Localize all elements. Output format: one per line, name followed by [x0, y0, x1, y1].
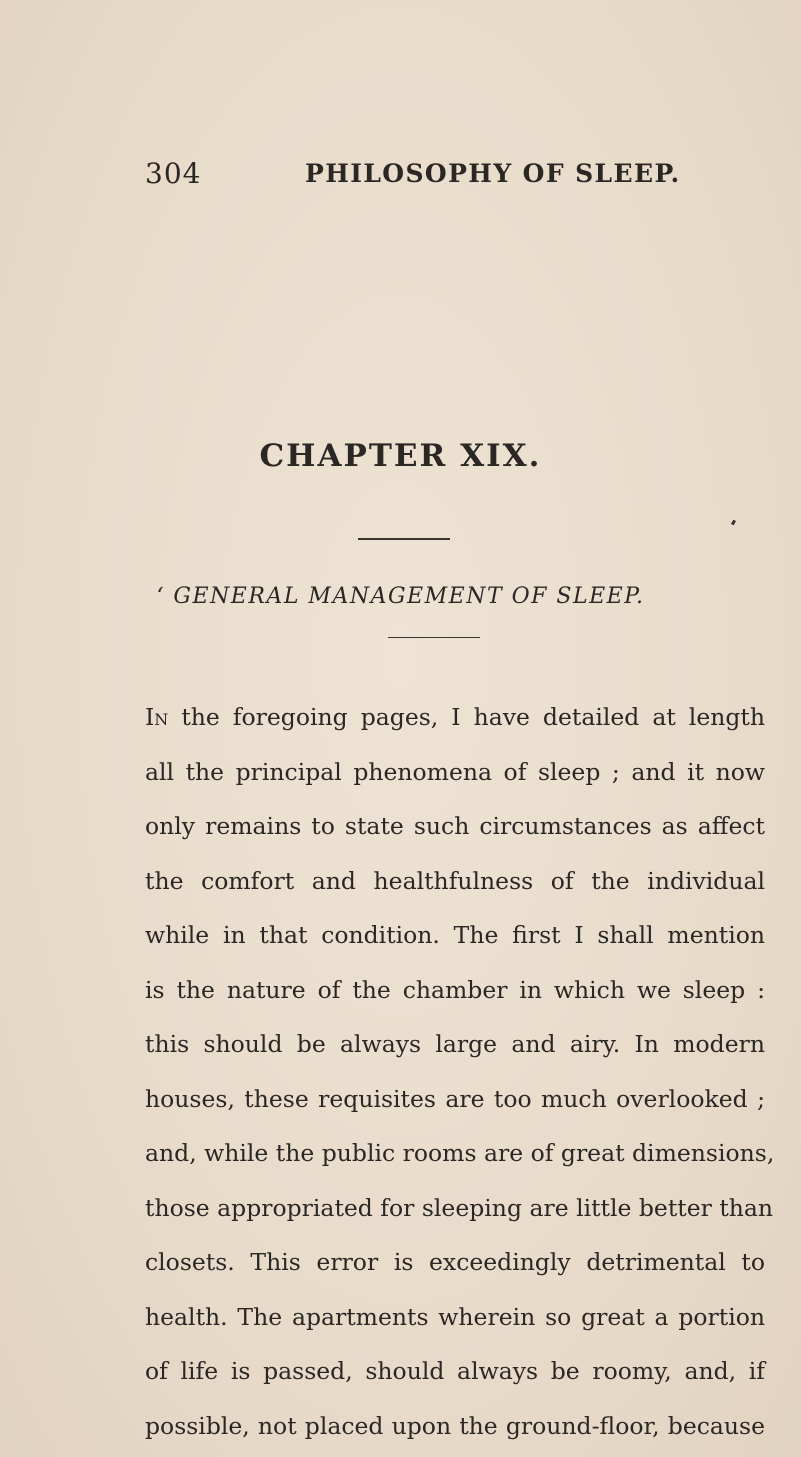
ink-speck	[731, 520, 736, 526]
body-line-11: closets. This error is exceedingly detrimental to	[145, 1248, 765, 1276]
lead-in-word: In	[145, 703, 169, 731]
body-line-6: is the nature of the chamber in which we sleep :	[145, 975, 765, 1004]
body-line-5: while in that condition. The first I shall mention	[145, 921, 765, 949]
section-title: ‘ GENERAL MANAGEMENT OF SLEEP.	[156, 584, 645, 609]
body-line-8: houses, these requisites are too much overlooked ;	[145, 1084, 765, 1113]
body-line-3: only remains to state such circumstances as affect	[145, 812, 765, 840]
body-line-1	[145, 690, 765, 745]
chapter-title: CHAPTER XIX.	[259, 438, 542, 474]
body-line-14: possible, not placed upon the ground-floor, because	[145, 1411, 765, 1440]
body-line-12: health. The apartments wherein so great a portion	[145, 1302, 765, 1331]
body-line-9: and, while the public rooms are of great dimensions,	[145, 1139, 775, 1167]
running-head	[145, 157, 765, 197]
ornamental-rule-bottom	[388, 637, 480, 638]
running-title: PHILOSOPHY OF SLEEP.	[305, 159, 681, 188]
body-line-2: all the principal phenomena of sleep ; and it now	[145, 757, 765, 786]
body-line-4: the comfort and healthfulness of the individual	[145, 866, 765, 895]
body-line-13: of life is passed, should always be roomy, and, if	[145, 1357, 765, 1385]
ornamental-rule-top	[358, 538, 450, 540]
body-line-10: those appropriated for sleeping are little better than	[145, 1193, 774, 1222]
body-line-text: the foregoing pages, I have detailed at length	[168, 703, 765, 731]
body-paragraph	[145, 690, 775, 1453]
body-line-7: this should be always large and airy. In modern	[145, 1030, 765, 1058]
page-number: 304	[145, 157, 202, 190]
